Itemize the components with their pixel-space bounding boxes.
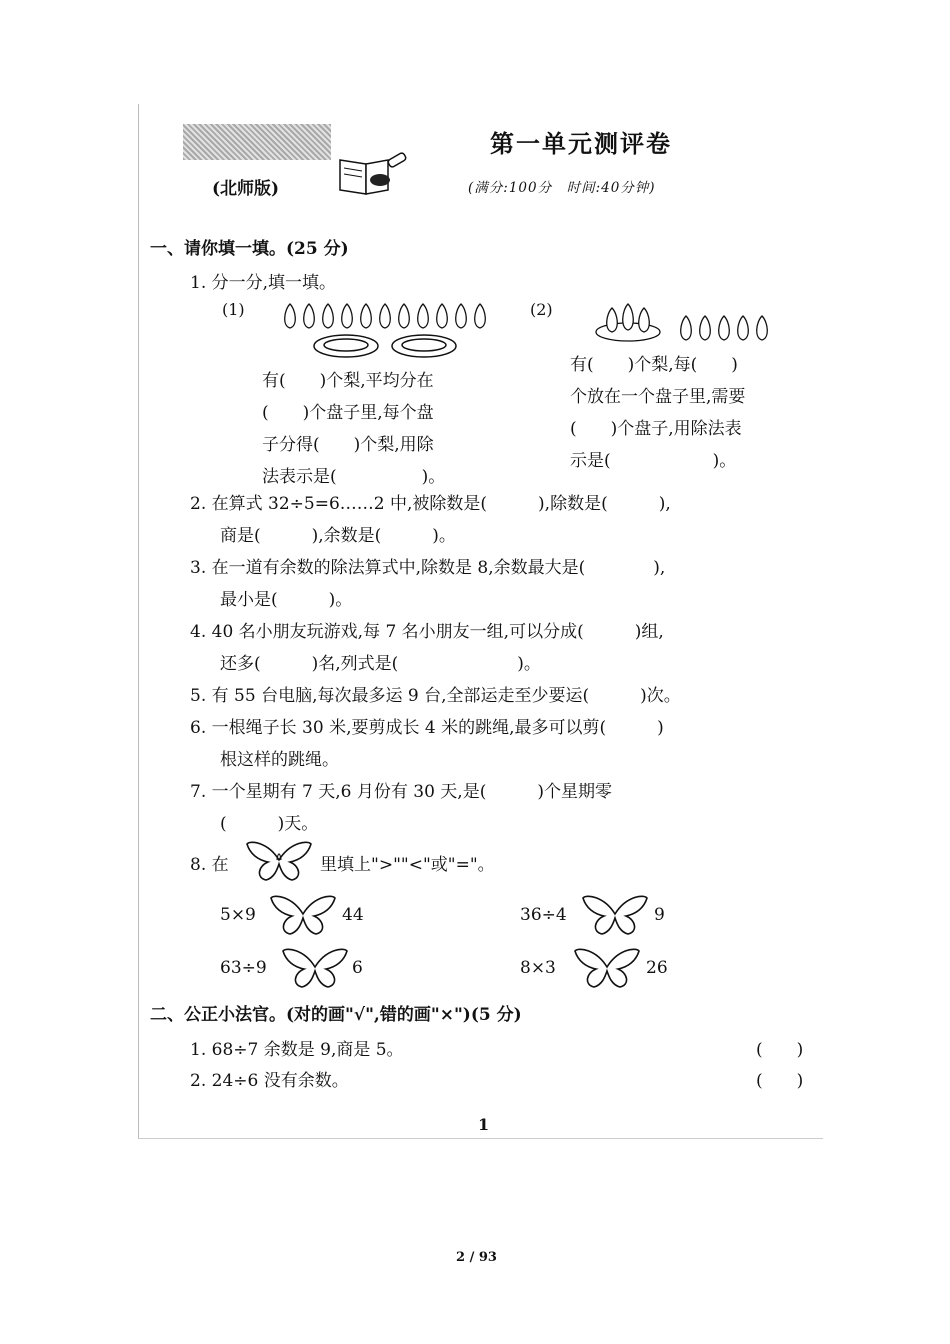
pears-on-plate-icon (594, 296, 784, 344)
q1-part2-line: 示是( )。 (570, 451, 737, 471)
q8-right-expr: 9 (654, 905, 665, 925)
q2-line: 商是( ),余数是( )。 (220, 526, 456, 546)
q2-line: 2. 在算式 32÷5=6……2 中,被除数是( ),除数是( ), (190, 494, 671, 514)
answer-butterfly-icon[interactable] (580, 892, 650, 938)
q1-part1-line: 法表示是( )。 (262, 467, 446, 487)
judge-answer-box[interactable]: ( ) (756, 1071, 804, 1091)
q6-line: 根这样的跳绳。 (220, 750, 339, 770)
answer-butterfly-icon[interactable] (268, 892, 338, 938)
q1-label: 1. 分一分,填一填。 (190, 273, 337, 293)
q4-line: 还多( )名,列式是( )。 (220, 654, 541, 674)
q8-left-expr: 36÷4 (520, 905, 567, 925)
q1-part2-line: 有( )个梨,每( ) (570, 355, 738, 375)
q8-left-expr: 63÷9 (220, 958, 267, 978)
q1-part1-line: 有( )个梨,平均分在 (262, 371, 434, 391)
q1-part2-line: 个放在一个盘子里,需要 (570, 387, 746, 407)
q1-part1-line: 子分得( )个梨,用除 (262, 435, 434, 455)
q3-line: 最小是( )。 (220, 590, 353, 610)
edition-label: (北师版) (212, 179, 280, 199)
book-illustration-icon (336, 150, 416, 196)
q5-line: 5. 有 55 台电脑,每次最多运 9 台,全部运走至少要运( )次。 (190, 686, 681, 706)
q8-right-expr: 26 (646, 958, 668, 978)
judge-answer-box[interactable]: ( ) (756, 1040, 804, 1060)
q8-left-expr: 8×3 (520, 958, 556, 978)
q8-suffix: 里填上">""<"或"="。 (320, 855, 495, 875)
exam-meta: (满分:100分 时间:40分钟) (468, 180, 656, 196)
q1-part2-label: (2) (530, 300, 553, 319)
answer-butterfly-icon[interactable] (572, 945, 642, 991)
page-title: 第一单元测评卷 (490, 129, 672, 158)
pears-row-1 (280, 300, 490, 330)
answer-butterfly-icon[interactable] (280, 945, 350, 991)
page-number: 1 (478, 1115, 490, 1134)
judge-item: 2. 24÷6 没有余数。 (190, 1071, 349, 1091)
q4-line: 4. 40 名小朋友玩游戏,每 7 名小朋友一组,可以分成( )组, (190, 622, 664, 642)
q6-line: 6. 一根绳子长 30 米,要剪成长 4 米的跳绳,最多可以剪( ) (190, 718, 664, 738)
q7-line: 7. 一个星期有 7 天,6 月份有 30 天,是( )个星期零 (190, 782, 612, 802)
q8-right-expr: 6 (352, 958, 363, 978)
plates-icon (312, 332, 462, 362)
q1-part1-label: (1) (222, 300, 245, 319)
q8-prefix: 8. 在 (190, 855, 229, 875)
judge-item: 1. 68÷7 余数是 9,商是 5。 (190, 1040, 404, 1060)
section2-heading: 二、公正小法官。(对的画"√",错的画"×")(5 分) (150, 1005, 522, 1025)
section1-heading: 一、请你填一填。(25 分) (150, 239, 349, 259)
stamp-image (183, 124, 331, 160)
page-footer: 2 / 93 (456, 1250, 497, 1265)
q8-left-expr: 5×9 (220, 905, 256, 925)
q1-part1-line: ( )个盘子里,每个盘 (262, 403, 434, 423)
q3-line: 3. 在一道有余数的除法算式中,除数是 8,余数最大是( ), (190, 558, 666, 578)
butterfly-icon (244, 838, 314, 884)
q1-part2-line: ( )个盘子,用除法表 (570, 419, 742, 439)
q8-right-expr: 44 (342, 905, 364, 925)
q7-line: ( )天。 (220, 814, 319, 834)
